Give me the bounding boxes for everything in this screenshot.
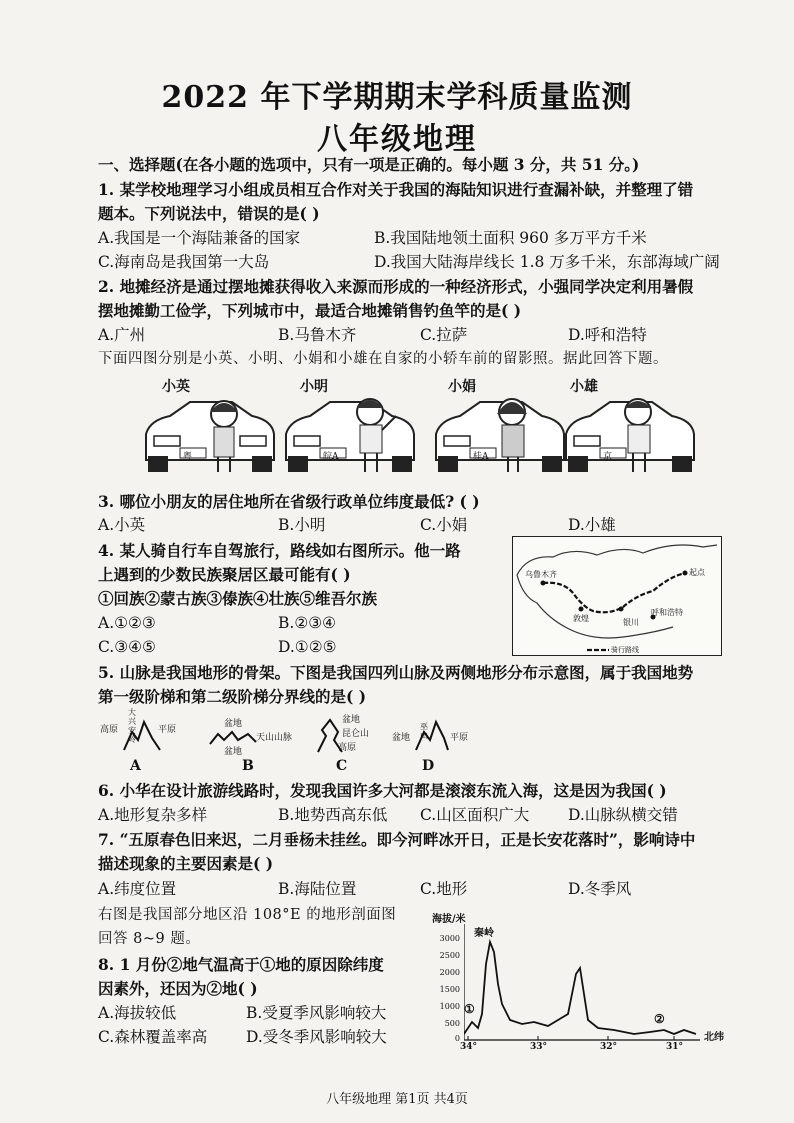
profile-xtick-34: 34° [460,1042,478,1052]
profile-ytick-3000: 3000 [439,934,460,943]
car-with-girl-illustration [140,390,280,476]
fig-b-bottom: 盆地 [224,747,243,757]
q7-stem-line2: 描述现象的主要因素是( ) [98,854,274,873]
kids-photo-row [140,376,730,476]
profile-ytick-2000: 2000 [439,968,460,977]
profile-ytick-0: 0 [454,1034,460,1043]
pictures-intro: 下面四图分别是小英、小明、小娟和小雄在自家的小轿车前的留影照。据此回答下题。 [98,351,668,367]
q4-stem-line1: 4. 某人骑自行车自驾旅行，路线如右图所示。他一路 [98,541,461,560]
plate-1: 粤 [183,452,193,462]
section-heading: 一、选择题(在各小题的选项中，只有一项是正确的。每小题 3 分，共 51 分。) [98,155,640,174]
car-with-girl-illustration [430,390,570,476]
fig-c-top: 盆地 [342,715,361,725]
map-label-urumqi: 乌鲁木齐 [525,570,557,579]
cycling-route-map [512,536,722,656]
q4-option-d: D.①②⑤ [278,638,337,656]
profile-xtick-33: 33° [530,1042,548,1052]
q7-option-b: B.海陆位置 [278,880,357,898]
fig-a-mid: 大兴安岭 [128,708,136,744]
plate-4: 京 [603,452,613,462]
q3-option-b: B.小明 [278,516,326,534]
kid-name-3: 小娟 [448,379,476,395]
q6-stem: 6. 小华在设计旅游线路时，发现我国许多大河都是滚滚东流入海，这是因为我国( ) [98,781,667,800]
q3-option-a: A.小英 [98,516,146,534]
q2-option-c: C.拉萨 [420,326,468,344]
q1-option-c: C.海南岛是我国第一大岛 [98,253,270,271]
mountain-fig-a [100,708,192,778]
terrain-profile [430,910,736,1056]
fig-a-right: 平原 [158,725,177,735]
q1-option-d: D.我国大陆海岸线长 1.8 万多千米，东部海域广阔 [374,253,720,271]
q3-option-d: D.小雄 [568,516,616,534]
q6-option-c: C.山区面积广大 [420,806,530,824]
mountain-fig-d [392,708,480,778]
kid-name-1: 小英 [162,379,190,395]
fig-b-top: 盆地 [224,719,243,729]
fig-c-mid: 昆仑山 [342,729,370,739]
fig-d-letter: D [422,758,435,774]
q2-option-d: D.呼和浩特 [568,326,647,344]
map-label-start: 起点 [689,568,705,577]
map-label-yinchuan: 银川 [623,618,639,627]
profile-y-title: 海拔/米 [432,914,466,925]
fig-b-mid: 天山山脉 [256,733,293,743]
q2-option-a: A.广州 [98,326,146,344]
exam-subtitle: 八年级地理 [317,122,477,157]
profile-xtick-31: 31° [666,1042,684,1052]
q4-stem-line2: 上遇到的少数民族聚居区最可能有( ) [98,565,351,584]
q5-stem-line1: 5. 山脉是我国地形的骨架。下图是我国四列山脉及两侧地形分布示意图，属于我国地势 [98,663,694,682]
mountain-figures [100,708,480,778]
q5-stem-line2: 第一级阶梯和第二级阶梯分界线的是( ) [98,687,367,706]
q8-option-c: C.森林覆盖率高 [98,1028,208,1046]
q8-option-d: D.受冬季风影响较大 [246,1028,387,1046]
profile-ytick-500: 500 [444,1019,460,1028]
kid-photo-2 [280,376,420,476]
profile-mark-2: ② [654,1012,665,1026]
mountain-fig-c [306,708,386,778]
kid-photo-4 [560,376,700,476]
profile-mark-1: ① [464,1002,475,1016]
kid-name-2: 小明 [300,379,328,395]
q8-stem-line2: 因素外，还因为②地( ) [98,979,258,998]
exam-title: 2022 年下学期期末学科质量监测 [161,80,633,115]
fig-a-letter: A [130,758,141,774]
map-legend: 骑行路线 [611,646,639,654]
kid-photo-3 [430,376,570,476]
profile-plot [464,924,704,1044]
car-with-boy-illustration [560,390,700,476]
fig-c-bottom: 高原 [338,743,357,753]
q7-stem-line1: 7. “五原春色旧来迟，二月垂杨未挂丝。即今河畔冰开日，正是长安花落时”，影响诗中 [98,830,696,849]
map-label-dunhuang: 敦煌 [573,614,589,623]
q1-stem-line2: 题本。下列说法中，错误的是( ) [98,204,320,223]
profile-ytick-1500: 1500 [439,985,460,994]
q8-option-b: B.受夏季风影响较大 [246,1004,387,1022]
q4-option-a: A.①②③ [98,614,156,632]
fig-d-mid: 巫山 [420,722,428,740]
fig-b-letter: B [242,758,254,774]
q4-stem-line3: ①回族②蒙古族③傣族④壮族⑤维吾尔族 [98,589,378,608]
q7-option-d: D.冬季风 [568,880,632,898]
profile-intro-line1: 右图是我国部分地区沿 108°E 的地形剖面图 [98,907,397,923]
profile-ytick-1000: 1000 [439,1002,460,1011]
fig-d-right: 平原 [450,733,469,743]
q6-option-a: A.地形复杂多样 [98,806,208,824]
car-with-boy-illustration [280,390,420,476]
page-footer: 八年级地理 第1页 共4页 [326,1092,468,1107]
plate-2: 皖A [323,452,339,462]
profile-xtick-32: 32° [600,1042,618,1052]
q4-option-b: B.②③④ [278,614,337,632]
profile-intro-line2: 回答 8~9 题。 [98,931,201,947]
kid-photo-1 [140,376,280,476]
q4-option-c: C.③④⑤ [98,638,156,656]
q7-option-a: A.纬度位置 [98,880,177,898]
q8-stem-line1: 8. 1 月份②地气温高于①地的原因除纬度 [98,955,384,974]
kid-name-4: 小雄 [570,379,598,395]
q6-option-b: B.地势西高东低 [278,806,388,824]
q2-option-b: B.马鲁木齐 [278,326,357,344]
q6-option-d: D.山脉纵横交错 [568,806,678,824]
q1-option-b: B.我国陆地领土面积 960 多万平方千米 [374,229,647,247]
q7-option-c: C.地形 [420,880,468,898]
q3-stem: 3. 哪位小朋友的居住地所在省级行政单位纬度最低? ( ) [98,492,480,511]
q1-option-a: A.我国是一个海陆兼备的国家 [98,229,301,247]
q3-option-c: C.小娟 [420,516,468,534]
profile-x-unit: 北纬 [704,1032,724,1043]
q8-option-a: A.海拔较低 [98,1004,177,1022]
map-label-hohhot: 呼和浩特 [651,608,683,617]
plate-3: 桂A [473,452,489,462]
q2-stem-line1: 2. 地摊经济是通过摆地摊获得收入来源而形成的一种经济形式，小强同学决定利用暑假 [98,277,694,296]
q2-stem-line2: 摆地摊勤工俭学，下列城市中，最适合地摊销售钓鱼竿的是( ) [98,301,522,320]
fig-a-left: 高原 [100,725,119,735]
fig-d-left: 盆地 [392,733,411,743]
profile-ytick-2500: 2500 [439,951,460,960]
profile-peak-label: 秦岭 [474,928,494,939]
mountain-fig-b [208,708,308,778]
fig-c-letter: C [336,758,348,774]
q1-stem-line1: 1. 某学校地理学习小组成员相互合作对关于我国的海陆知识进行查漏补缺，并整理了错 [98,180,694,199]
route-map-drawing [513,537,721,655]
